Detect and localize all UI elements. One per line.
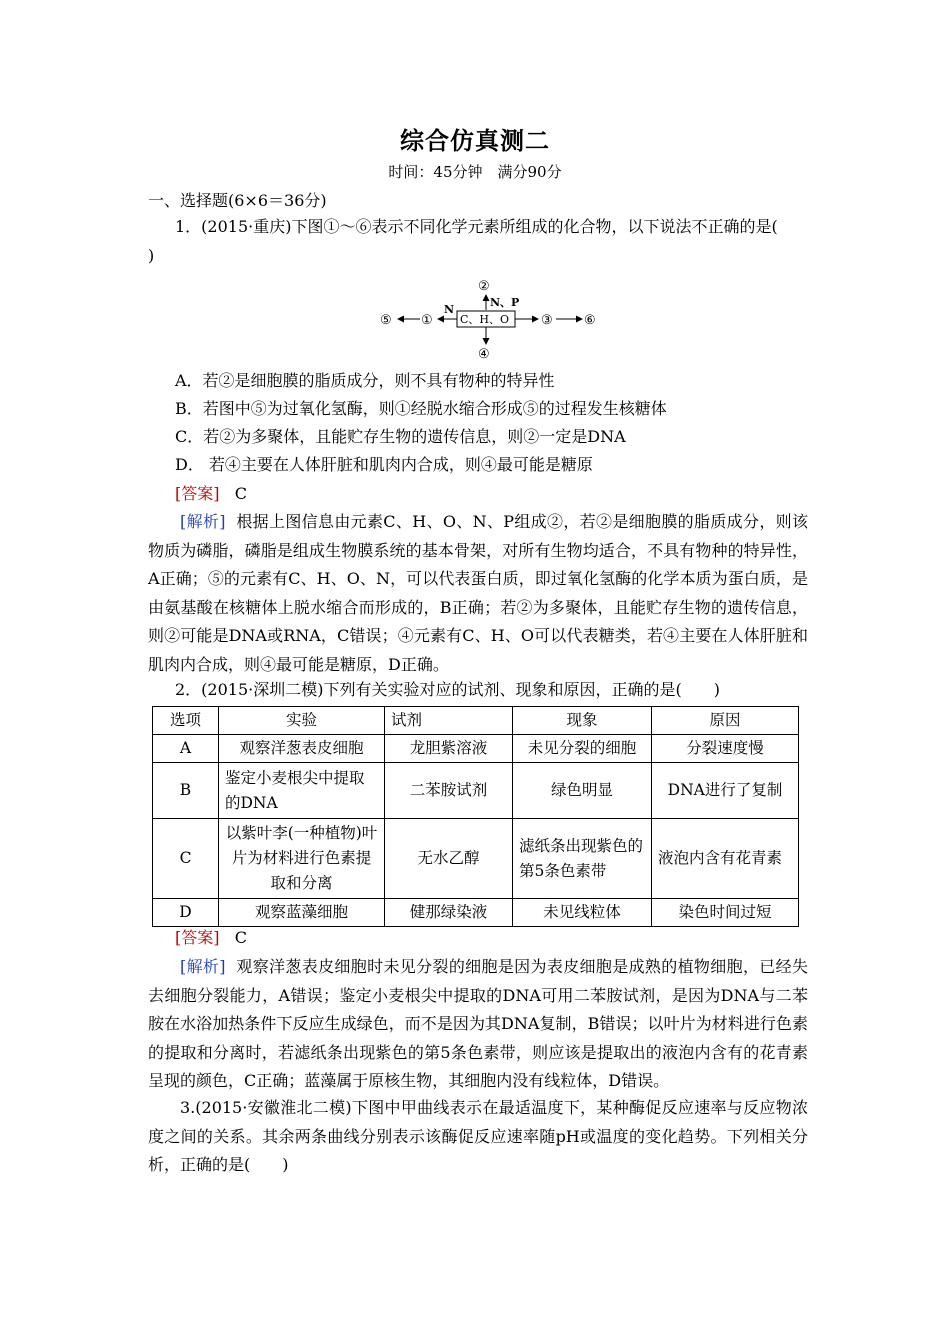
q2-stem: 2．(2015·深圳二模)下列有关实验对应的试剂、现象和原因，正确的是( ) (175, 680, 720, 699)
table-cell: 健那绿染液 (385, 899, 513, 927)
table-row (153, 763, 799, 819)
table-cell: C (153, 819, 219, 899)
q1-stem-line2: ) (148, 246, 155, 265)
q1-option-d: D． 若④主要在人体肝脏和肌肉内合成，则④最可能是糖原 (175, 455, 593, 474)
answer-tag: [答案] (175, 484, 220, 503)
table-cell: A (153, 735, 219, 763)
q1-option-c: C．若②为多聚体，且能贮存生物的遗传信息，则②一定是DNA (175, 427, 626, 446)
table-row (153, 899, 799, 927)
table-cell: 以紫叶李(一种植物)叶片为材料进行色素提取和分离 (219, 819, 385, 899)
q2-answer: C (234, 928, 248, 947)
q1-answer: C (234, 484, 248, 503)
page-title: 综合仿真测二 (400, 126, 550, 155)
q2-answer-line (175, 924, 835, 952)
label-circled-3: ③ (541, 313, 553, 328)
header-cell: 试剂 (385, 707, 513, 735)
table-cell: 未见分裂的细胞 (513, 735, 652, 763)
table-cell: 分裂速度慢 (652, 735, 799, 763)
compound-element-diagram (380, 276, 620, 362)
label-np: N、P (490, 296, 520, 309)
label-cho: C、H、O (460, 313, 510, 326)
table-cell: 观察蓝藻细胞 (219, 899, 385, 927)
label-circled-4: ④ (478, 347, 490, 362)
table-row (153, 735, 799, 763)
answer-tag: [答案] (175, 928, 220, 947)
q1-option-b: B．若图中⑤为过氧化氢酶，则①经脱水缩合形成⑤的过程发生核糖体 (175, 399, 667, 418)
table-cell: 鉴定小麦根尖中提取的DNA (219, 763, 385, 819)
label-n: N (444, 303, 455, 316)
q2-table (152, 706, 799, 927)
table-cell: 无水乙醇 (385, 819, 513, 899)
q1-answer-line (175, 480, 835, 508)
label-circled-2: ② (478, 279, 490, 294)
analysis-tag: [解析] (180, 957, 226, 976)
table-cell: 未见线粒体 (513, 899, 652, 927)
q2-analysis-text: 观察洋葱表皮细胞时未见分裂的细胞是因为表皮细胞是成熟的植物细胞，已经失去细胞分裂能力，A错误；鉴定小麦根尖中提取的DNA可用二苯胺试剂，是因为DNA与二苯胺在水浴加热条件下反应生成绿色，而不是因为其DNA复制，B错误；以叶片为材料进行色素的提取和分离时，若滤纸条出现紫色的第5条色素带，则应该是提取出的液泡内含有的花青素呈现的颜色，C正确；蓝藻属于原核生物，其细胞内没有线粒体，D错误。 (148, 957, 808, 1090)
q1-stem-line1: 1．(2015·重庆)下图①～⑥表示不同化学元素所组成的化合物，以下说法不正确的是( (175, 217, 778, 236)
label-circled-1: ① (421, 313, 433, 328)
exam-time-score: 时间：45分钟 满分90分 (388, 163, 562, 181)
table-cell: D (153, 899, 219, 927)
table-cell: 绿色明显 (513, 763, 652, 819)
analysis-tag: [解析] (180, 512, 226, 531)
label-circled-6: ⑥ (584, 313, 596, 328)
table-header-row (153, 707, 799, 735)
q2-analysis (148, 953, 808, 1096)
q1-option-a: A．若②是细胞膜的脂质成分，则不具有物种的特异性 (175, 371, 555, 390)
header-cell: 原因 (652, 707, 799, 735)
table-cell: 滤纸条出现紫色的第5条色素带 (513, 819, 652, 899)
table-cell: 二苯胺试剂 (385, 763, 513, 819)
label-circled-5: ⑤ (380, 313, 392, 328)
table-cell: B (153, 763, 219, 819)
table-cell: DNA进行了复制 (652, 763, 799, 819)
q1-analysis (148, 508, 808, 679)
header-cell: 选项 (153, 707, 219, 735)
table-cell: 观察洋葱表皮细胞 (219, 735, 385, 763)
table-cell: 龙胆紫溶液 (385, 735, 513, 763)
table-cell: 染色时间过短 (652, 899, 799, 927)
header-cell: 实验 (219, 707, 385, 735)
q3-stem: 3.(2015·安徽淮北二模)下图中甲曲线表示在最适温度下，某种酶促反应速率与反应物浓度之间的关系。其余两条曲线分别表示该酶促反应速率随pH或温度的变化趋势。下列相关分析，正确的是( ) (148, 1098, 808, 1174)
header-cell: 现象 (513, 707, 652, 735)
table-row (153, 819, 799, 899)
q1-analysis-text: 根据上图信息由元素C、H、O、N、P组成②，若②是细胞膜的脂质成分，则该物质为磷脂，磷脂是组成生物膜系统的基本骨架，对所有生物均适合，不具有物种的特异性，A正确；⑤的元素有C、H、O、N，可以代表蛋白质，即过氧化氢酶的化学本质为蛋白质，是由氨基酸在核糖体上脱水缩合而形成的，B正确；若②为多聚体，且能贮存生物的遗传信息，则②可能是DNA或RNA，C错误；④元素有C、H、O可以代表糖类，若④主要在人体肝脏和肌肉内合成，则④最可能是糖原，D正确。 (148, 512, 808, 674)
section-heading: 一、选择题(6×6＝36分) (148, 191, 327, 210)
table-cell: 液泡内含有花青素 (652, 819, 799, 899)
